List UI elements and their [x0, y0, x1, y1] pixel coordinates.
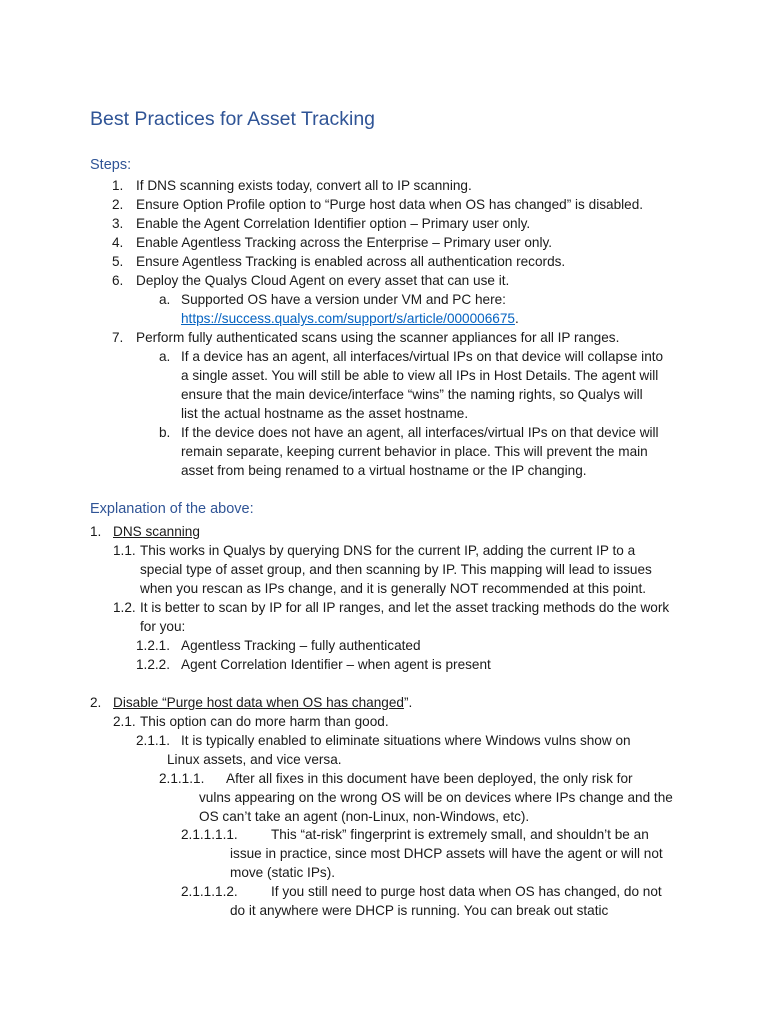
step-3: Enable the Agent Correlation Identifier option – Primary user only. [136, 216, 531, 231]
step-number: 6. [112, 273, 124, 288]
explanation-2-1: This option can do more harm than good. [140, 714, 389, 729]
section-number: 1.2.1. [136, 638, 171, 653]
step-7a-line: a single asset. You will still be able to view all IPs in Host Details. The agent will [181, 368, 659, 383]
explanation-1-2-1: Agentless Tracking – fully authenticated [181, 638, 421, 653]
steps-heading: Steps: [90, 157, 132, 173]
substep-letter: a. [159, 349, 171, 364]
section-number: 2.1.1. [136, 733, 171, 748]
section-disable-purge [113, 693, 412, 712]
section-number: 2.1.1.1.2. [181, 884, 238, 899]
explanation-1-1-line: This works in Qualys by querying DNS for the current IP, adding the current IP to a [140, 543, 636, 558]
step-number: 5. [112, 254, 124, 269]
explanation-2-1-1-1-line: After all fixes in this document have been deployed, the only risk for [226, 771, 633, 786]
explanation-1-1-line: special type of asset group, and then scanning by IP. This mapping will lead to issues [140, 562, 652, 577]
explanation-heading: Explanation of the above: [90, 501, 254, 517]
step-2: Ensure Option Profile option to “Purge host data when OS has changed” is disabled. [136, 197, 644, 212]
step-7b-line: asset from being renamed to a virtual hostname or the IP changing. [181, 463, 587, 478]
explanation-1-2-line: for you: [140, 619, 186, 634]
section-dns-scanning: DNS scanning [113, 524, 200, 539]
step-number: 2. [112, 197, 124, 212]
step-7a-line: If a device has an agent, all interfaces/virtual IPs on that device will collapse into [181, 349, 664, 364]
section-number: 1. [90, 524, 102, 539]
explanation-1-1-line: when you rescan as IPs change, and it is generally NOT recommended at this point. [140, 581, 647, 596]
explanation-2-1-1-1-line: OS can’t take an agent (non-Linux, non-Windows, etc). [199, 809, 530, 824]
explanation-2-1-1-line: It is typically enabled to eliminate situations where Windows vulns show on [181, 733, 631, 748]
step-1: If DNS scanning exists today, convert all to IP scanning. [136, 178, 472, 193]
section-number: 1.2. [113, 600, 136, 615]
section-disable-purge-end: ”. [403, 695, 413, 710]
explanation-2-1-1-1-2-line: If you still need to purge host data when OS has changed, do not [271, 884, 662, 899]
step-number: 1. [112, 178, 124, 193]
section-number: 2. [90, 695, 102, 710]
section-number: 2.1.1.1. [159, 771, 205, 786]
qualys-support-link[interactable]: https://success.qualys.com/support/s/article/000006675 [181, 311, 515, 326]
explanation-2-1-1-1-line: vulns appearing on the wrong OS will be on devices where IPs change and the [199, 790, 673, 805]
step-6a-link-line [181, 309, 519, 328]
explanation-2-1-1-1-2-line: do it anywhere were DHCP is running. You can break out static [230, 903, 609, 918]
page-title: Best Practices for Asset Tracking [90, 108, 376, 130]
step-number: 4. [112, 235, 124, 250]
step-7a-line: ensure that the main device/interface “wins” the naming rights, so Qualys will [181, 387, 643, 402]
section-number: 2.1. [113, 714, 136, 729]
step-7a-line: list the actual hostname as the asset hostname. [181, 406, 469, 421]
step-7b-line: If the device does not have an agent, all interfaces/virtual IPs on that device will [181, 425, 659, 440]
link-period: . [514, 311, 519, 326]
substep-letter: b. [159, 425, 171, 440]
section-number: 1.1. [113, 543, 136, 558]
section-number: 2.1.1.1.1. [181, 827, 238, 842]
step-6: Deploy the Qualys Cloud Agent on every asset that can use it. [136, 273, 510, 288]
step-7: Perform fully authenticated scans using the scanner appliances for all IP ranges. [136, 330, 620, 345]
step-number: 7. [112, 330, 124, 345]
step-6a: Supported OS have a version under VM and PC here: [181, 292, 506, 307]
step-5: Ensure Agentless Tracking is enabled across all authentication records. [136, 254, 566, 269]
step-4: Enable Agentless Tracking across the Enterprise – Primary user only. [136, 235, 553, 250]
section-disable-purge-title: Disable “Purge host data when OS has changed [113, 695, 404, 710]
explanation-2-1-1-1-1-line: move (static IPs). [230, 865, 335, 880]
explanation-2-1-1-1-1-line: issue in practice, since most DHCP assets will have the agent or will not [230, 846, 663, 861]
explanation-1-2-line: It is better to scan by IP for all IP ranges, and let the asset tracking methods do the work [140, 600, 670, 615]
explanation-1-2-2: Agent Correlation Identifier – when agent is present [181, 657, 491, 672]
explanation-2-1-1-1-1-line: This “at-risk” fingerprint is extremely small, and shouldn’t be an [271, 827, 649, 842]
step-7b-line: remain separate, keeping current behavior in place. This will prevent the main [181, 444, 648, 459]
section-number: 1.2.2. [136, 657, 171, 672]
explanation-2-1-1-line: Linux assets, and vice versa. [167, 752, 342, 767]
substep-letter: a. [159, 292, 171, 307]
step-number: 3. [112, 216, 124, 231]
